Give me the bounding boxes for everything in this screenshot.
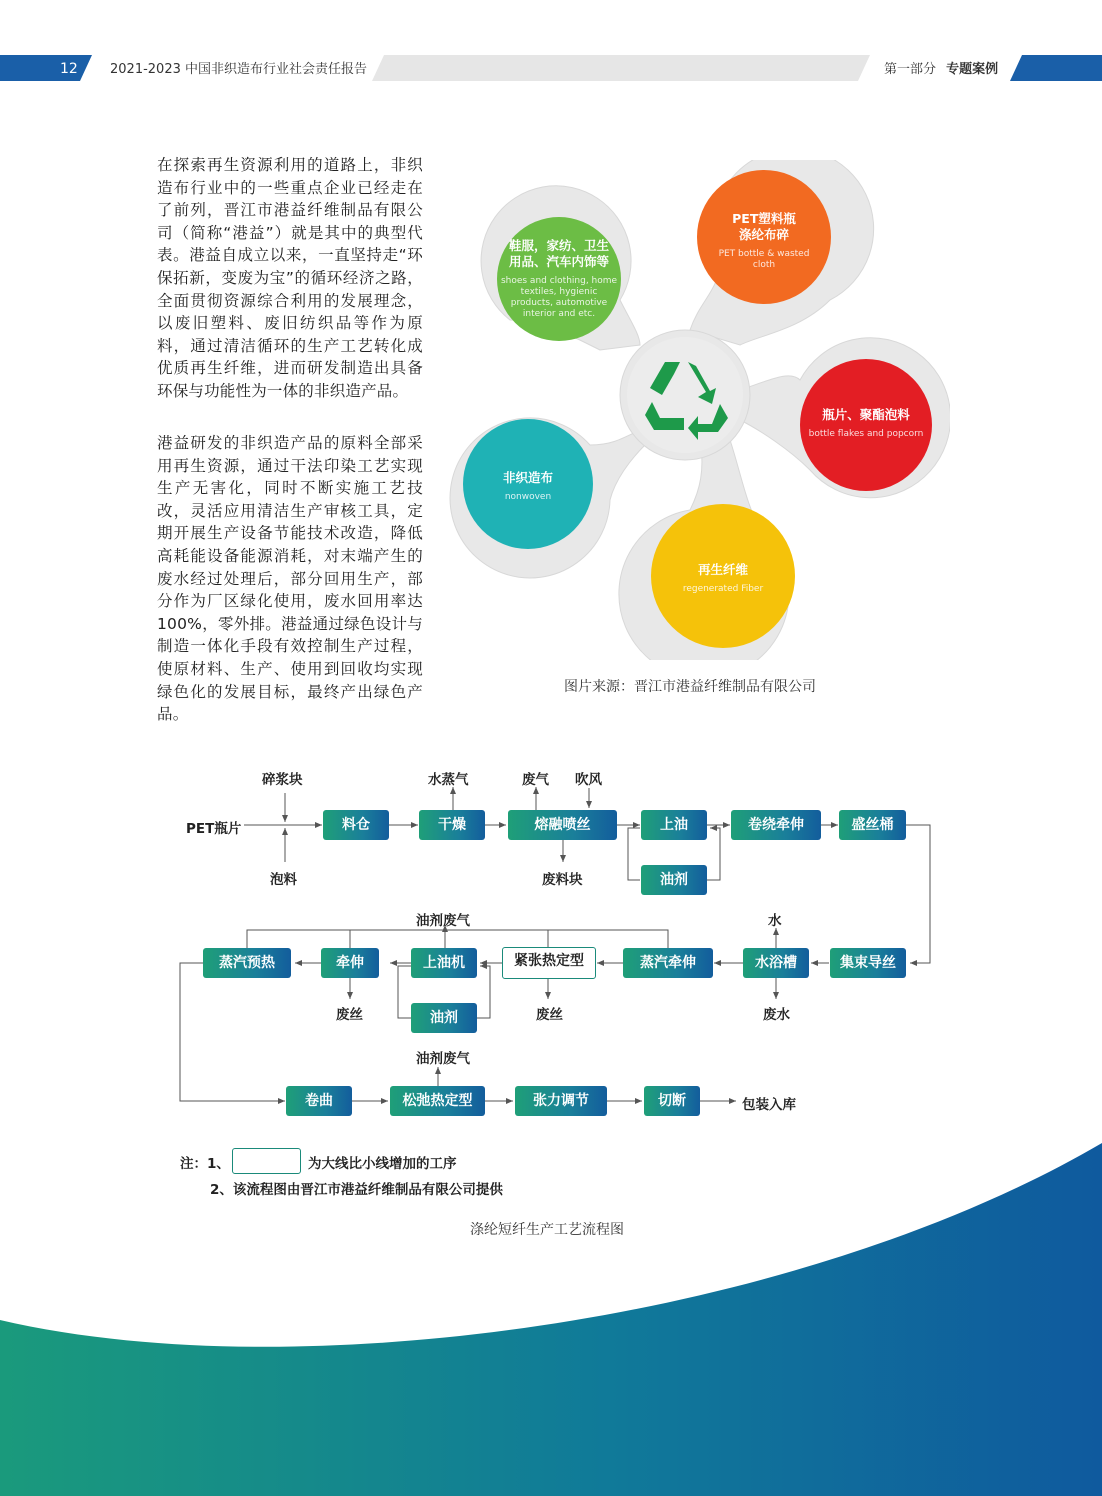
circle-pet-zh2: 涤纶布碎	[738, 227, 789, 242]
page-number: 12	[60, 61, 78, 77]
box-liaocang: 料仓	[323, 810, 389, 840]
box-jishu: 集束导丝	[830, 948, 906, 978]
box-shangyouji: 上油机	[411, 948, 477, 978]
paragraph-2: 港益研发的非织造产品的原料全部采用再生资源，通过干法印染工艺实现生产无害化，同时不断实施工艺技改，灵活应用清洁生产审核工具，定期开展生产设备节能技术改造，降低高耗能设备能源消耗，对末端产生的废水经过处理后，部分回用生产，部分作为厂区绿化使用，废水回用率达 100%，零外排。港益通过绿色设计与制造一体化手段有效控制生产过程，使原材料、生产、使用到回收均实现绿色化的发展目标，最终产出绿色产品。	[157, 434, 423, 724]
box-juanqu: 卷曲	[286, 1086, 352, 1116]
section-name: 专题案例	[946, 62, 999, 77]
box-shengsitong: 盛丝桶	[839, 810, 906, 840]
circle-products	[500, 238, 618, 320]
box-songchi: 松弛热定型	[390, 1086, 485, 1116]
flowchart-caption: 涤纶短纤生产工艺流程图	[470, 1222, 624, 1238]
circle-pet	[712, 211, 816, 271]
box-youji-1: 油剂	[641, 865, 707, 895]
bottom-wave	[0, 1130, 1102, 1496]
label-feisi-1: 废丝	[336, 1007, 363, 1023]
circle-products-zh1: 鞋服，家纺、卫生	[508, 238, 609, 253]
paragraph-1: 在探索再生资源利用的道路上，非织造布行业中的一些重点企业已经走在了前列，晋江市港益纤维制品有限公司（简称“港益”）就是其中的典型代表。港益自成立以来，一直坚持走“环保拓新，变废为宝”的循环经济之路，全面贯彻资源综合利用的发展理念，以废旧塑料、废旧纺织品等作为原料，通过清洁循环的生产工艺转化成优质再生纤维，进而研发制造出具备环保与功能性为一体的非织造产品。	[157, 156, 423, 400]
circle-flakes	[806, 407, 926, 440]
label-pet: PET瓶片	[186, 821, 242, 837]
circle-flakes-en: bottle flakes and popcorn	[808, 429, 924, 439]
label-feishui: 废水	[763, 1007, 790, 1023]
circle-fiber	[668, 562, 778, 595]
box-youji-2: 油剂	[411, 1003, 477, 1033]
note-1: 为大线比小线增加的工序	[308, 1156, 457, 1172]
section-part: 第一部分	[884, 62, 937, 77]
figure-caption: 图片来源：晋江市港益纤维制品有限公司	[564, 679, 816, 695]
circle-fiber-zh1: 再生纤维	[697, 562, 748, 577]
box-qieduan: 切断	[644, 1086, 700, 1116]
box-shuiyu: 水浴槽	[743, 948, 809, 978]
circle-pet-en: PET bottle & wasted cloth	[718, 249, 810, 270]
section-label	[884, 61, 998, 79]
label-suijiangkuai: 碎浆块	[262, 772, 303, 788]
box-qianshen: 牵伸	[321, 948, 379, 978]
label-chuifeng: 吹风	[575, 772, 602, 788]
circle-nonwoven	[478, 470, 578, 503]
label-baozhuang: 包装入库	[742, 1097, 796, 1113]
label-feiliaokuai: 废料块	[542, 872, 583, 888]
label-youjifeiqi-2: 油剂废气	[416, 1051, 470, 1067]
box-zhengqiqianshen: 蒸汽牵伸	[623, 948, 713, 978]
label-youjifeiqi-1: 油剂废气	[416, 913, 470, 929]
label-feisi-2: 废丝	[536, 1007, 563, 1023]
circle-flakes-zh1: 瓶片、聚酯泡料	[822, 407, 910, 422]
label-paoliao: 泡料	[270, 872, 297, 888]
note-prefix: 注：1、	[180, 1156, 230, 1172]
circle-fiber-en: regenerated Fiber	[682, 584, 764, 594]
label-feiqi: 废气	[522, 772, 549, 788]
label-shuizhengqi: 水蒸气	[428, 772, 469, 788]
box-rongrong: 熔融喷丝	[508, 810, 617, 840]
note-2: 2、该流程图由晋江市港益纤维制品有限公司提供	[210, 1182, 503, 1198]
report-title: 2021-2023 中国非织造布行业社会责任报告	[110, 62, 367, 77]
circle-pet-zh1: PET塑料瓶	[732, 211, 796, 226]
box-jinzhang: 紧张热定型	[502, 947, 596, 979]
circle-nonwoven-zh1: 非织造布	[502, 470, 553, 485]
box-zhengqiyure: 蒸汽预热	[203, 948, 291, 978]
circle-nonwoven-en: nonwoven	[504, 492, 552, 502]
box-shangyou: 上油	[641, 810, 707, 840]
label-shui: 水	[768, 913, 782, 929]
box-ganzao: 干燥	[419, 810, 485, 840]
circle-products-zh2: 用品、汽车内饰等	[508, 254, 609, 269]
box-zhangli: 张力调节	[515, 1086, 607, 1116]
box-juanrao: 卷绕牵伸	[731, 810, 821, 840]
circle-products-en: shoes and clothing, home textiles, hygienic products, automotive interior and etc.	[500, 276, 618, 319]
